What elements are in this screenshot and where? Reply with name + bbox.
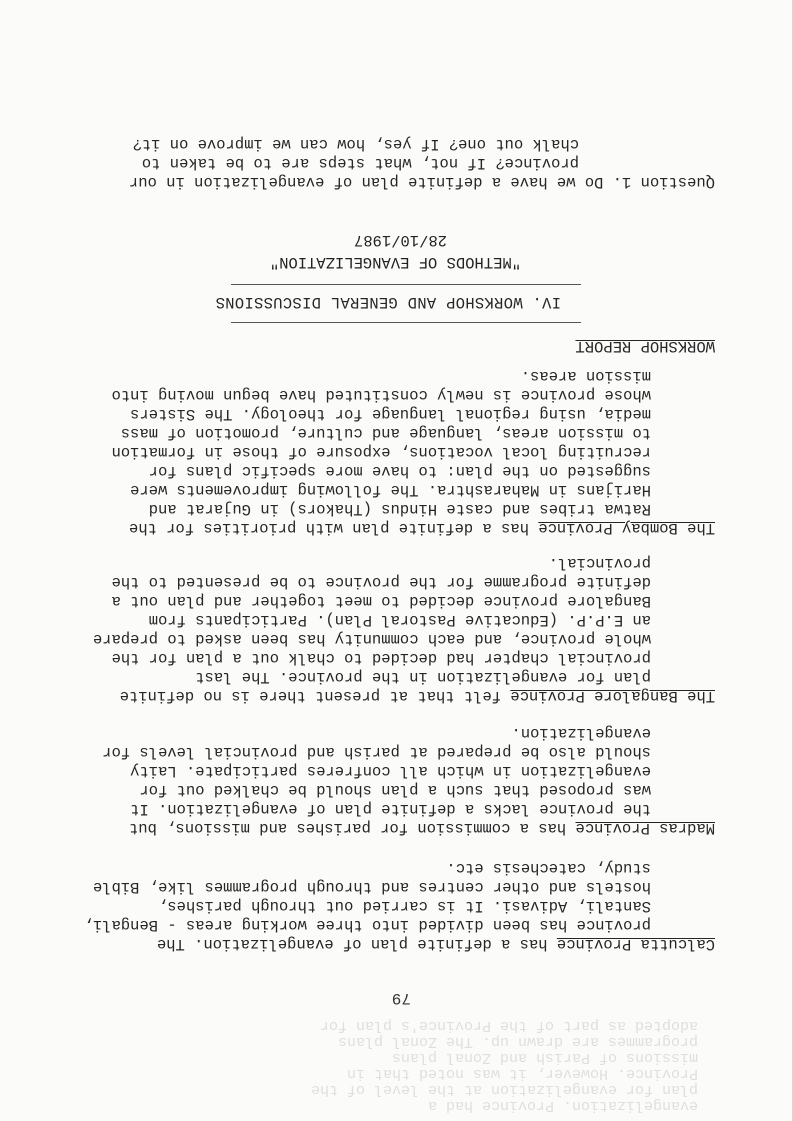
bleed-line: Province. However, it was noted that in: [346, 1065, 698, 1082]
question-block: [75, 134, 715, 191]
session-title: "METHODS OF EVANGELIZATION": [269, 253, 521, 271]
bleed-line: evangelization. Province had a: [427, 1097, 698, 1114]
bleed-line: missions of Parish and Zonal plans: [391, 1049, 698, 1066]
paragraph-bangalore: [75, 553, 715, 705]
paragraph-line: plan for evangelization in the province. The last: [195, 668, 651, 686]
paragraph-line: media, using regional language for theology. The Sisters: [130, 405, 651, 423]
paragraph-line: the province lacks a definite plan of evangelization. It: [130, 800, 651, 818]
paragraph-line: suggested on the plan: to have more specific plans for: [148, 462, 651, 480]
workshop-report-label: [75, 336, 715, 355]
paragraph-line: study, catechesis etc.: [446, 859, 651, 877]
paragraph-line: recruiting local vocations, exposure of those in formation: [111, 443, 651, 461]
paragraph-line: has a definite plan with priorities for the: [128, 519, 539, 537]
paragraph-line: should also be prepared at parish and provincial levels for: [102, 743, 651, 761]
question-line: province? If not, what steps are to be taken to: [141, 154, 579, 172]
paragraph-line: Santali, Adivasi. It is carried out through parishes,: [158, 897, 651, 915]
paragraph-lead: Madras Province: [575, 819, 715, 837]
paragraph-line: Bangalore province decided to meet together and plan out a: [111, 592, 651, 610]
paragraph-line: an E.P.P. (Educative Pastoral Plan). Participants from: [148, 611, 651, 629]
paragraph-lead: Calcutta Province: [556, 935, 715, 953]
paragraph-line: whole province, and each community has been asked to prepare: [92, 630, 651, 648]
paragraph-line: definite programme for the province to be presented to the: [111, 573, 651, 591]
paragraph-lead: The Bombay Province: [538, 519, 715, 537]
bleed-line: plan for evangelization at the level of the: [310, 1081, 698, 1098]
paragraph-line: Ratwa tribes and caste Hindus (Thakors) in Gujarat and: [148, 500, 651, 518]
paragraph-line: provincial chapter had decided to chalk out a plan for the: [111, 649, 651, 667]
bleed-line: adopted as part of the Province's plan for: [319, 1017, 698, 1034]
paragraph-line: was proposed that such a plan should be chalked out for: [139, 781, 651, 799]
heading-rule-bottom: [231, 284, 581, 285]
paragraph-lead: The Bangalore Province: [510, 687, 715, 705]
paragraph-line: has a definite plan of evangelization. The: [156, 935, 557, 953]
question-line: chalk out one? If yes, how can we improve on it?: [132, 135, 579, 153]
heading-rule-top: [231, 322, 581, 323]
paragraph-line: Harijans in Maharashtra. The following improvements were: [130, 481, 651, 499]
paragraph-line: provincial.: [548, 554, 651, 572]
paragraph-line: has a commission for parishes and missions, but: [128, 819, 576, 837]
paragraph-line: evangelization.: [511, 724, 651, 742]
page-number: 79: [391, 989, 411, 1007]
workshop-report-heading: WORKSHOP REPORT: [575, 337, 715, 355]
paragraph-line: mission areas.: [520, 367, 651, 385]
paragraph-madras: [75, 723, 715, 837]
paragraph-line: evangelization in which all confreres participate. Laity: [130, 762, 651, 780]
paragraph-line: to mission areas, language and culture, promotion of mass: [120, 424, 651, 442]
paragraph-line: whose province is newly constituted have begun moving into: [111, 386, 651, 404]
question-line: Question 1. Do we have a definite plan of evangelization in our: [129, 173, 715, 191]
session-date: 28/10/1987: [353, 231, 447, 249]
paragraph-calcutta: [75, 858, 715, 953]
paragraph-line: province has been divided into three working areas - Bengali,: [83, 916, 651, 934]
section-heading: IV. WORKSHOP AND GENERAL DISCUSSIONS: [215, 293, 561, 311]
paragraph-line: hostels and other centres and through programmes like, Bible: [92, 878, 651, 896]
paragraph-line: felt that at present there is no definite: [119, 687, 511, 705]
bleed-line: programmes are drawn up. The Zonal plans: [337, 1033, 698, 1050]
paragraph-bombay: [75, 366, 715, 537]
